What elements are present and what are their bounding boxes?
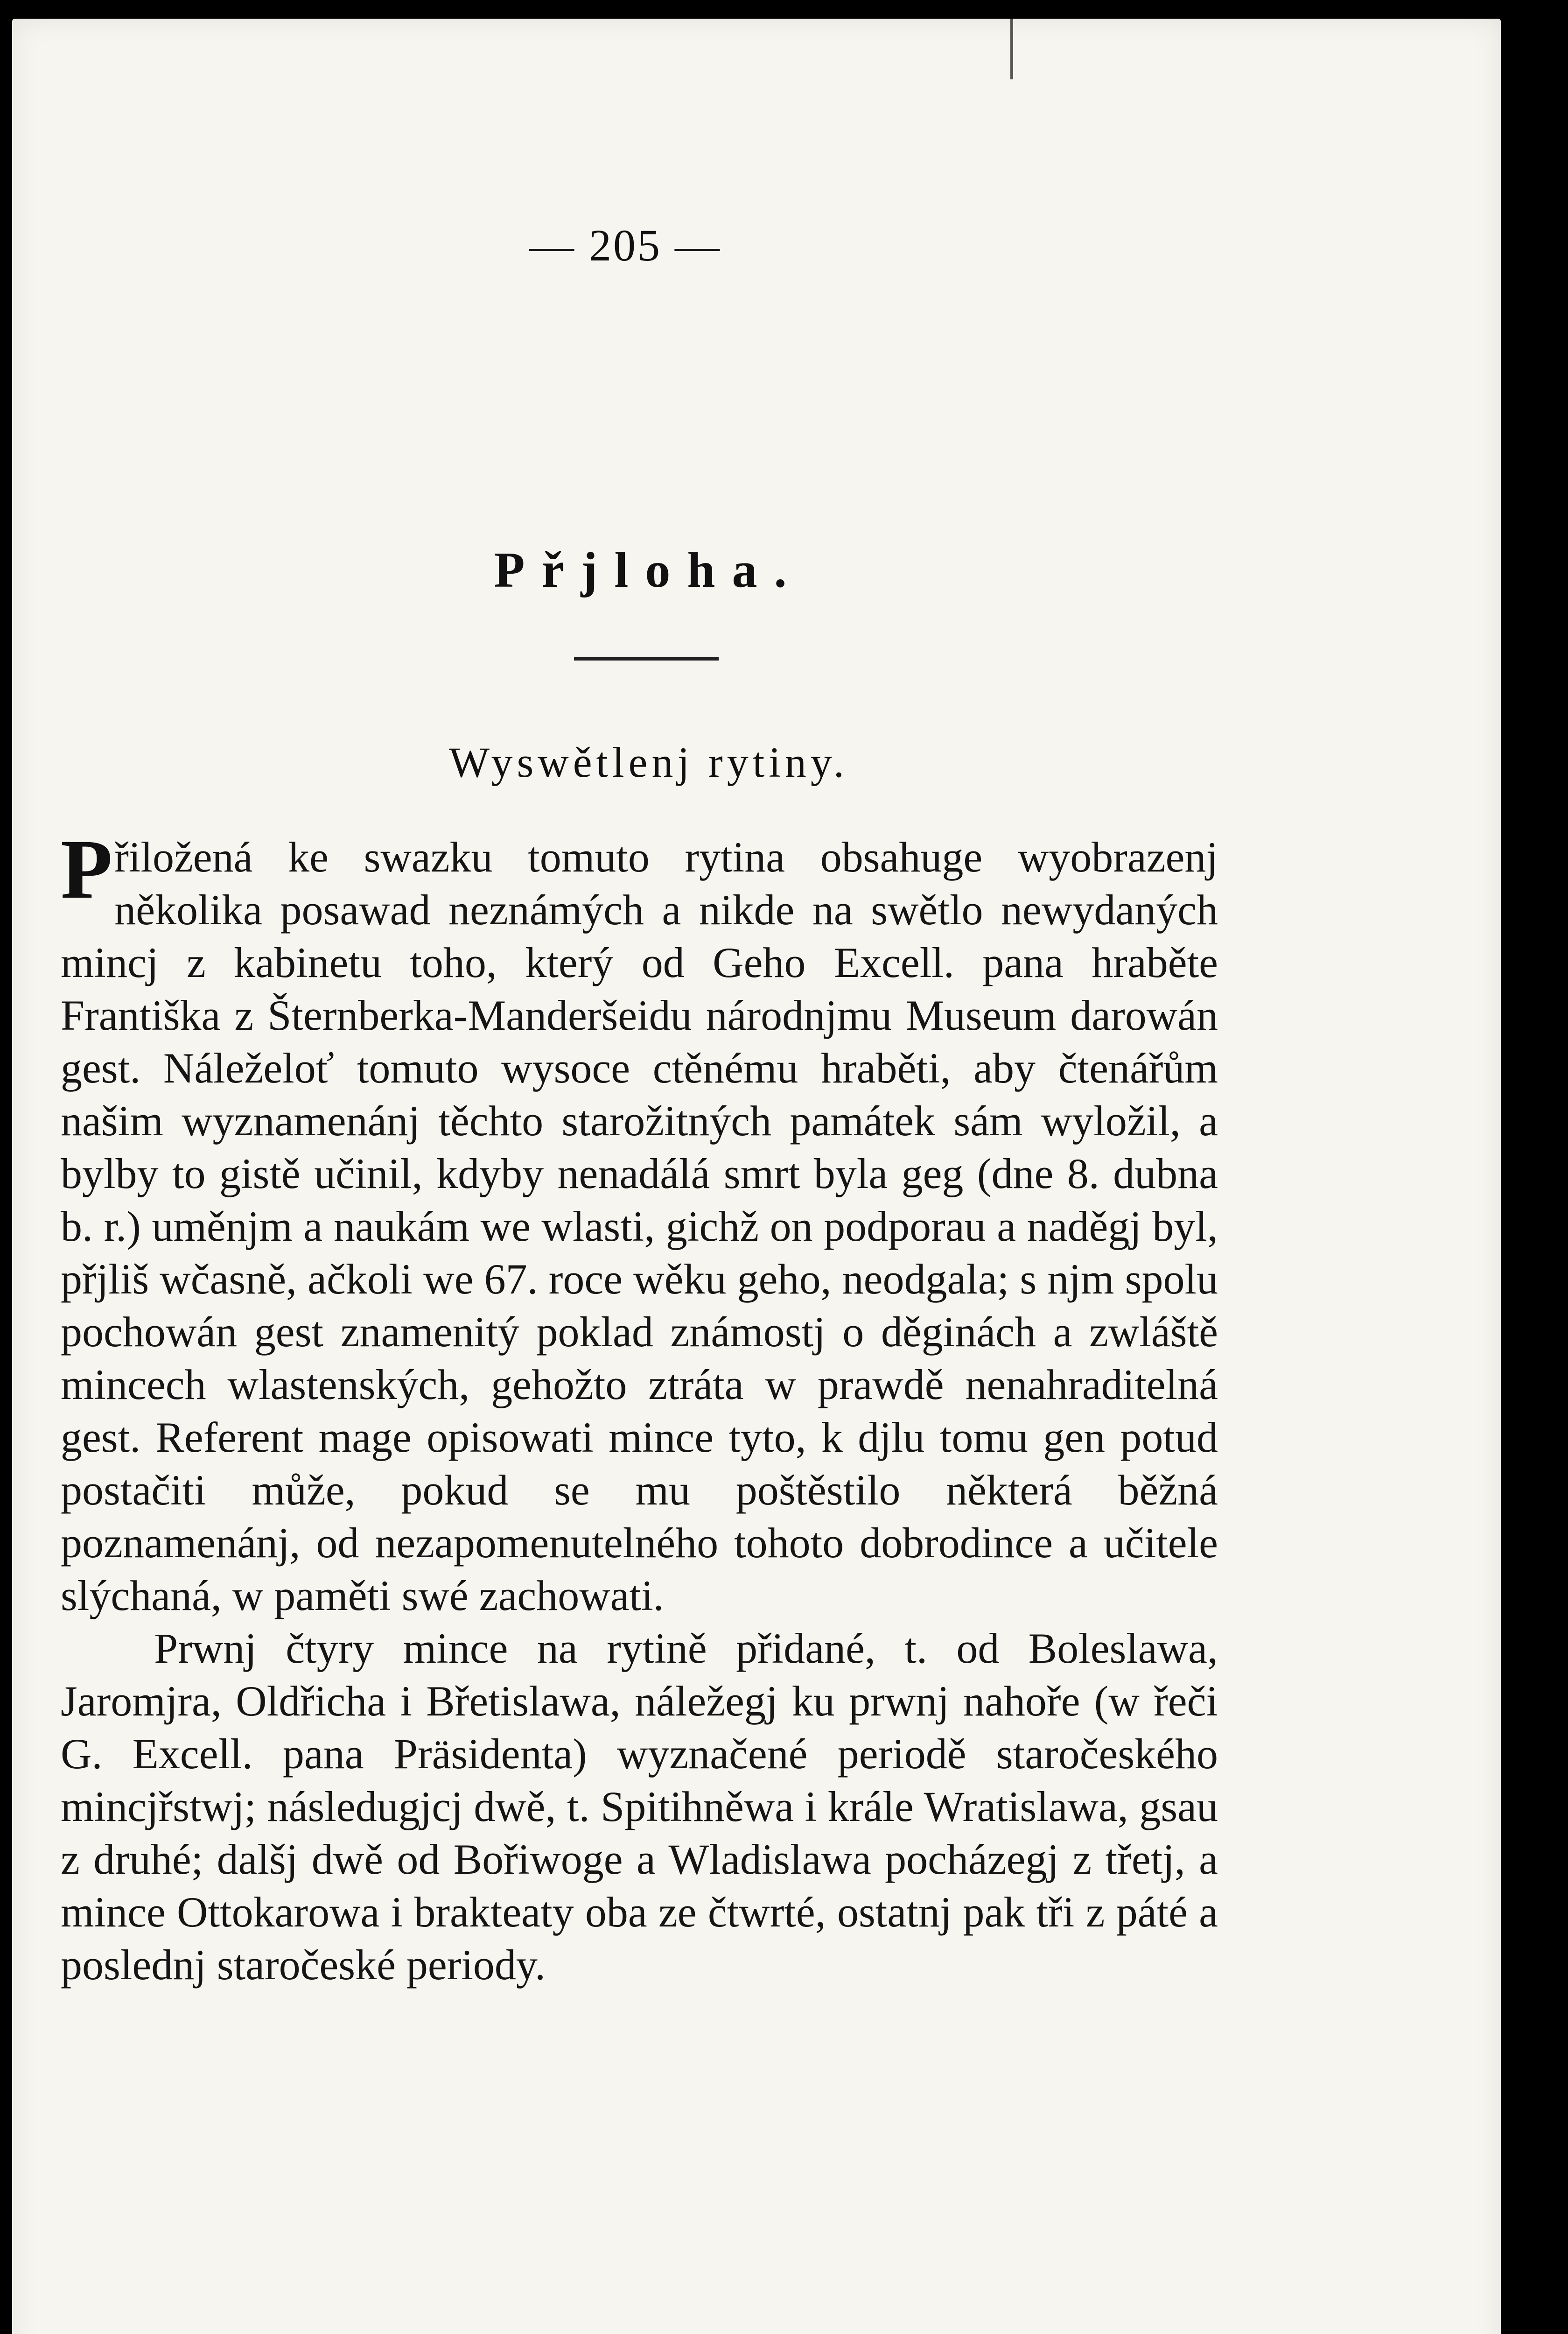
- page-edge-shadow: [1501, 0, 1568, 2334]
- section-subtitle: Wyswětlenj rytiny.: [449, 738, 848, 786]
- body-text: [61, 823, 1218, 1991]
- paragraph-1: [61, 823, 1218, 1622]
- paragraph-2: Prwnj čtyry mince na rytině přidané, t. od Boleslawa, Jaromjra, Oldřicha i Břetislawa, náležegj ku prwnj nahoře (w řeči G. Excell. pana Präsidenta) wyznačené periodě staročeského mincjřstwj; následugjcj dwě, t. Spitihněwa i krále Wratislawa, gsau z druhé; dalšj dwě od Bořiwoge a Wladislawa pocházegj z třetj, a mince Ottokarowa i brakteaty oba ze čtwrté, ostatnj pak tři z páté a poslednj staročeské periody.: [61, 1624, 1218, 1989]
- drop-cap: P: [61, 823, 113, 916]
- paragraph-1-text: řiložená ke swazku tomuto rytina obsahuge wyobrazenj několika posawad neznámých a nikde na swětlo newydaných mincj z kabinetu toho, který od Geho Excell. pana hraběte Františka z Šternberka-Manderšeidu národnjmu Museum darowán gest. Náleželoť tomuto wysoce ctěnému hraběti, aby čtenářům našim wyznamenánj těchto starožitných památek sám wyložil, a bylby to gistě učinil, kdyby nenadálá smrt byla geg (dne 8. dubna b. r.) uměnjm a naukám we wlasti, gichž on podporau a naděgj byl, přjliš wčasně, ačkoli we 67. roce wěku geho, neodgala; s njm spolu pochowán gest znamenitý poklad známostj o děginách a zwláště mincech wlastenských, gehožto ztráta w prawdě nenahraditelná gest. Referent mage opisowati mince tyto, k djlu tomu gen potud postačiti může, pokud se mu poštěstilo některá běžná poznamenánj, od nezapomenutelného tohoto dobrodince a učitele slýchaná, w paměti swé zachowati.: [61, 833, 1218, 1619]
- title-divider: [574, 657, 719, 661]
- section-title: Přjloha.: [494, 542, 804, 598]
- paper-fold-mark: [1010, 19, 1106, 79]
- page-number: — 205 —: [529, 220, 721, 270]
